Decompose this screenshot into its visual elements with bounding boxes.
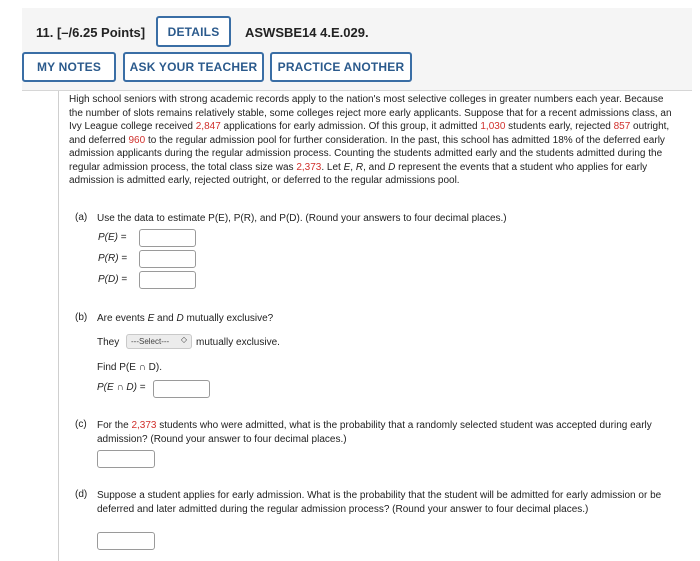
part-c-text: For the bbox=[97, 420, 132, 431]
equals-sign: = bbox=[121, 274, 128, 285]
details-button[interactable]: DETAILS bbox=[156, 16, 231, 47]
value-rejected: 857 bbox=[613, 121, 631, 132]
event-d: D bbox=[176, 313, 184, 324]
ped-label bbox=[97, 382, 146, 393]
pe-input[interactable] bbox=[139, 229, 196, 247]
problem-text: outright, and deferred bbox=[69, 121, 670, 146]
part-b-text: and bbox=[154, 313, 177, 324]
problem-text: High school seniors with strong academic records apply to the nation's most selective colleges in greater numbers each year. Because the number of slots remains relatively stable, some colleges reject more early applicants. Suppose that for a recent admissions class, an Ivy League college received bbox=[69, 94, 672, 132]
part-d-label: (d) bbox=[75, 489, 88, 500]
select-value: ---Select--- bbox=[131, 337, 170, 346]
part-b-question bbox=[97, 312, 672, 326]
they-label: They bbox=[97, 337, 120, 348]
pe-text: P(E) bbox=[98, 232, 118, 243]
ped-text: P(E ∩ D) bbox=[97, 382, 137, 393]
problem-text: . Let bbox=[321, 161, 344, 173]
value-class-size: 2,373 bbox=[296, 161, 322, 173]
pr-label bbox=[98, 253, 127, 264]
part-c-text: students who were admitted, what is the probability that a randomly selected student was accepted during early admission? (Round your answer to four decimal places.) bbox=[97, 420, 652, 445]
event-e: E bbox=[343, 161, 351, 173]
value-class-size: 2,373 bbox=[131, 420, 157, 431]
value-deferred: 960 bbox=[128, 134, 146, 146]
event-e: E bbox=[147, 313, 155, 324]
question-number: 11. [–/6.25 Points] bbox=[36, 25, 146, 40]
part-b-text: Are events bbox=[97, 313, 148, 324]
part-b-label: (b) bbox=[75, 312, 88, 323]
problem-text: to the regular admission pool for further consideration. In the past, this school has admitted 18% of the deferred early admission applicants during the regular admission process. Counting the students admitted early and the students admitted during the regular admission process, the total class size was bbox=[69, 134, 665, 173]
part-d-question: Suppose a student applies for early admission. What is the probability that the student will be admitted for early admission or be deferred and later admitted during the regular admission process? (Round your answer to four decimal places.) bbox=[97, 490, 662, 515]
mutually-exclusive-select[interactable] bbox=[126, 334, 192, 349]
equals-sign: = bbox=[139, 382, 146, 393]
mutually-exclusive-label: mutually exclusive. bbox=[196, 337, 280, 348]
question-content bbox=[58, 91, 681, 561]
part-c-question bbox=[97, 419, 672, 446]
part-b-text: mutually exclusive? bbox=[183, 313, 274, 324]
value-admitted: 1,030 bbox=[480, 121, 506, 132]
part-c-label: (c) bbox=[75, 419, 87, 430]
event-r: R bbox=[355, 161, 364, 173]
event-d: D bbox=[388, 161, 396, 173]
my-notes-button[interactable]: MY NOTES bbox=[22, 52, 116, 82]
pd-text: P(D) bbox=[98, 274, 119, 285]
equals-sign: = bbox=[121, 253, 128, 264]
problem-text: applications for early admission. Of this group, it admitted bbox=[220, 121, 481, 132]
question-header bbox=[22, 8, 692, 91]
problem-text: represent the events that a student who applies for early admission is admitted early, rejected outright, or deferred to the regular admissions pool. bbox=[69, 161, 648, 186]
pe-label bbox=[98, 232, 127, 243]
select-arrows-icon: ◇ bbox=[180, 335, 187, 344]
problem-text: students early, rejected bbox=[505, 121, 614, 132]
pd-label bbox=[98, 274, 127, 285]
value-applications: 2,847 bbox=[195, 121, 221, 132]
find-intersection-label: Find P(E ∩ D). bbox=[97, 362, 162, 373]
ask-teacher-button[interactable]: ASK YOUR TEACHER bbox=[123, 52, 264, 82]
ped-input[interactable] bbox=[153, 380, 210, 398]
pd-input[interactable] bbox=[139, 271, 196, 289]
equals-sign: = bbox=[120, 232, 127, 243]
problem-text: , and bbox=[363, 161, 389, 173]
problem-text: , bbox=[350, 161, 356, 173]
problem-statement bbox=[69, 93, 675, 188]
part-d-input[interactable] bbox=[97, 532, 155, 550]
pr-text: P(R) bbox=[98, 253, 119, 264]
practice-another-button[interactable]: PRACTICE ANOTHER bbox=[270, 52, 412, 82]
question-code: ASWSBE14 4.E.029. bbox=[245, 25, 369, 40]
pr-input[interactable] bbox=[139, 250, 196, 268]
part-a-label: (a) bbox=[75, 212, 88, 223]
part-a-question: Use the data to estimate P(E), P(R), and P(D). (Round your answers to four decimal places.) bbox=[97, 213, 507, 224]
part-c-input[interactable] bbox=[97, 450, 155, 468]
